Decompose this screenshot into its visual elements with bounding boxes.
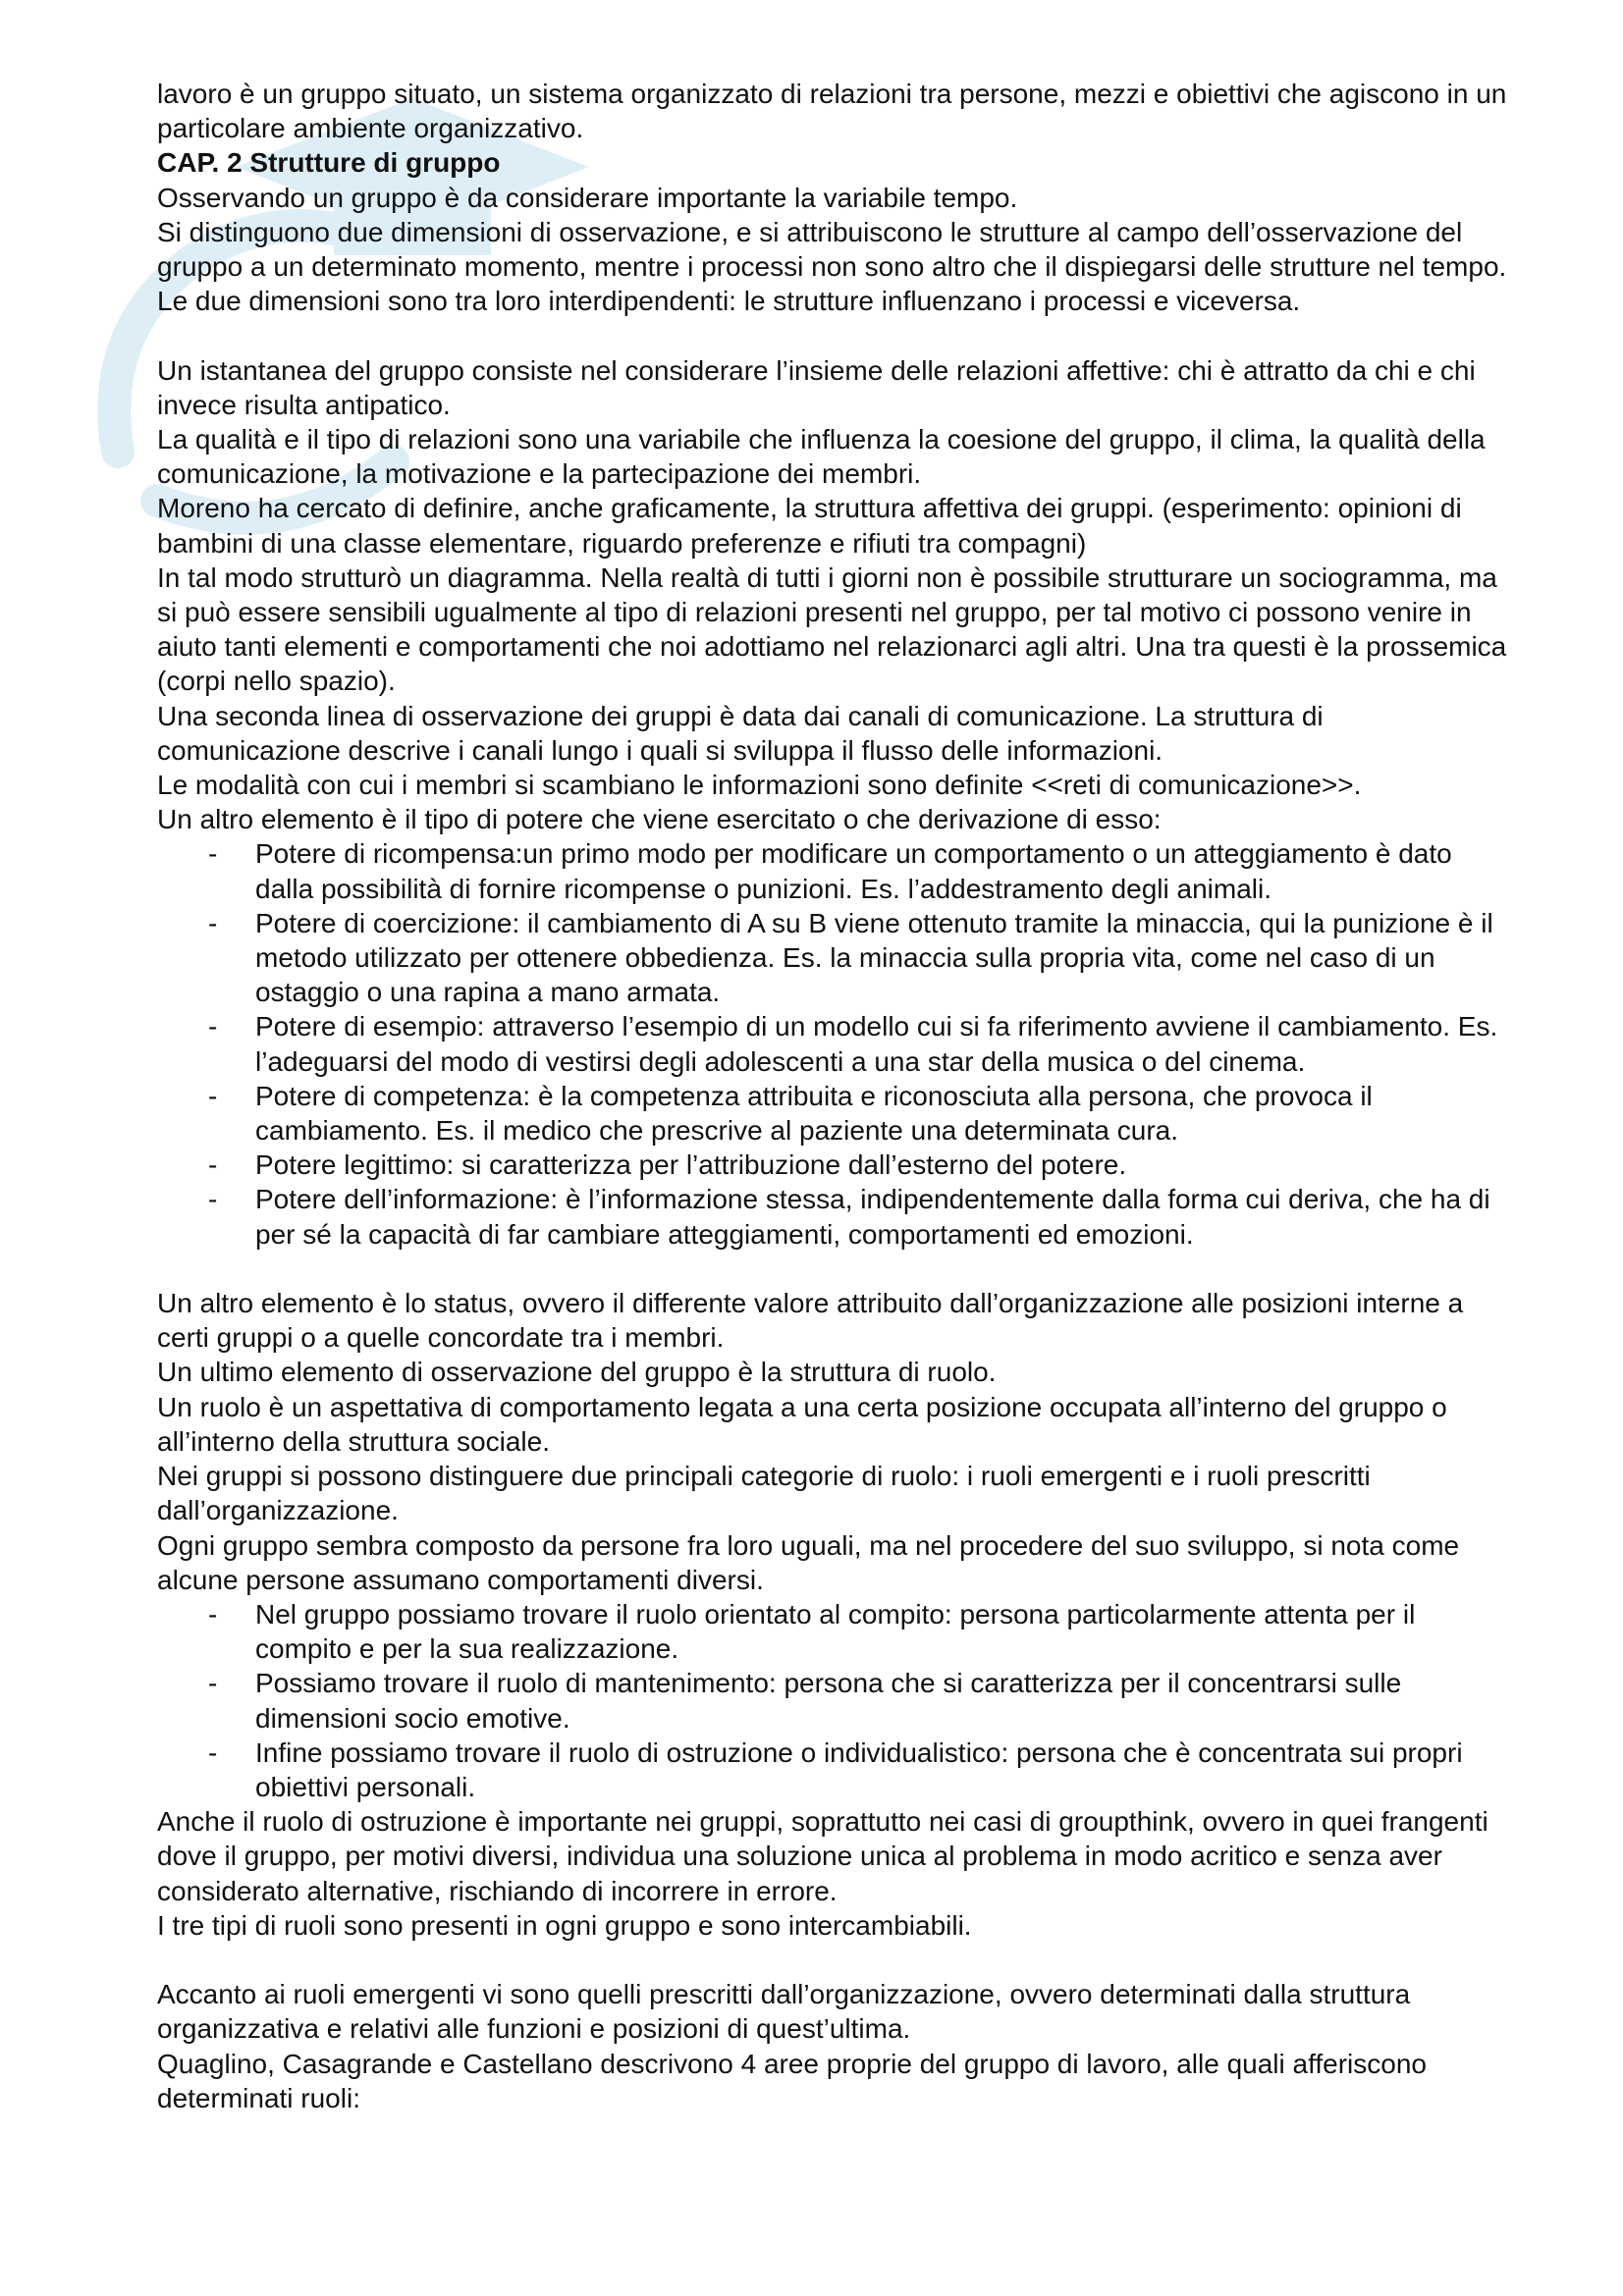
paragraph: Un ruolo è un aspettativa di comportamento legata a una certa posizione occupata all’interno del gruppo o all’interno della struttura sociale. [157,1391,1447,1457]
paragraph: Ogni gruppo sembra composto da persone fra loro uguali, ma nel procedere del suo sviluppo, si nota come alcune persone assumano comportamenti diversi. [157,1529,1460,1595]
blank-line [157,1252,1512,1286]
chapter-heading: CAP. 2 Strutture di gruppo [157,147,501,179]
paragraph: Osservando un gruppo è da considerare importante la variabile tempo. [157,182,1018,213]
list-item [157,1182,1512,1251]
paragraph: Le modalità con cui i membri si scambiano le informazioni sono definite <<reti di comunicazione>>. [157,770,1362,801]
list-item-text: Potere legittimo: si caratterizza per l’attribuzione dall’esterno del potere. [255,1149,1127,1181]
paragraph: La qualità e il tipo di relazioni sono una variabile che influenza la coesione del gruppo, il clima, la qualità della comunicazione, la motivazione e la partecipazione dei membri. [157,424,1486,490]
list-item [157,1666,1512,1735]
paragraph: Anche il ruolo di ostruzione è importante nei gruppi, soprattutto nei casi di groupthink, ovvero in quei frangenti dove il gruppo, per motivi diversi, individua una soluzione unica al problema in modo acritico e senza aver considerato alternative, rischiando di incorrere in errore. [157,1806,1488,1906]
list-item [157,1079,1512,1148]
paragraph: Un ultimo elemento di osservazione del gruppo è la struttura di ruolo. [157,1357,997,1388]
paragraph: Un altro elemento è lo status, ovvero il differente valore attribuito dall’organizzazione alle posizioni interne a certi gruppi o a quelle concordate tra i membri. [157,1288,1464,1354]
dash-bullet-icon: - [208,1011,218,1042]
dash-bullet-icon: - [208,1668,218,1699]
list-item-text: Potere dell’informazione: è l’informazione stessa, indipendentemente dalla forma cui deriva, che ha di per sé la capacità di far cambiare atteggiamenti, comportamenti ed emozioni. [255,1184,1490,1250]
list-item [157,1597,1512,1666]
dash-bullet-icon: - [208,838,218,870]
dash-bullet-icon: - [208,1149,218,1181]
paragraph: Una seconda linea di osservazione dei gruppi è data dai canali di comunicazione. La struttura di comunicazione descrive i canali lungo i quali si sviluppa il flusso delle informazioni. [157,700,1324,766]
document-page [157,77,1512,2115]
paragraph: In tal modo strutturò un diagramma. Nella realtà di tutti i giorni non è possibile strutturare un sociogramma, ma si può essere sensibili ugualmente al tipo di relazioni presenti nel gruppo, per tal motivo ci possono venire in aiuto tanti elementi e comportamenti che noi adottiamo nel relazionarci agli altri. Una tra questi è la prossemica (corpi nello spazio). [157,561,1507,697]
paragraph: Un altro elemento è il tipo di potere che viene esercitato o che derivazione di esso: [157,804,1162,835]
paragraph: Si distinguono due dimensioni di osservazione, e si attribuiscono le strutture al campo dell’osservazione del gruppo a un determinato momento, mentre i processi non sono altro che il dispiegarsi delle strutture nel tempo. Le due dimensioni sono tra loro interdipendenti: le strutture influenzano i processi e viceversa. [157,216,1507,317]
list-item-text: Potere di ricompensa:un primo modo per modificare un comportamento o un atteggiamento è dato dalla possibilità di fornire ricompense o punizioni. Es. l’addestramento degli animali. [255,838,1452,904]
dash-bullet-icon: - [208,1184,218,1215]
dash-list [157,836,1512,1251]
list-item [157,1148,1512,1182]
blank-line [157,1943,1512,1977]
paragraph: Quaglino, Casagrande e Castellano descrivono 4 aree proprie del gruppo di lavoro, alle quali afferiscono determinati ruoli: [157,2048,1427,2113]
list-item-text: Possiamo trovare il ruolo di mantenimento: persona che si caratterizza per il concentrarsi sulle dimensioni socio emotive. [255,1668,1402,1734]
blank-line [157,318,1512,352]
paragraph: I tre tipi di ruoli sono presenti in ogni gruppo e sono intercambiabili. [157,1909,972,1941]
dash-bullet-icon: - [208,1598,218,1629]
list-item [157,1009,1512,1078]
list-item-text: Potere di coercizione: il cambiamento di A su B viene ottenuto tramite la minaccia, qui la punizione è il metodo utilizzato per ottenere obbedienza. Es. la minaccia sulla propria vita, come nel caso di un ostaggio o una rapina a mano armata. [255,907,1493,1008]
dash-bullet-icon: - [208,1736,218,1768]
paragraph: lavoro è un gruppo situato, un sistema organizzato di relazioni tra persone, mezzi e obiettivi che agiscono in un particolare ambiente organizzativo. [157,79,1507,144]
dash-bullet-icon: - [208,907,218,938]
dash-bullet-icon: - [208,1080,218,1111]
list-item [157,836,1512,905]
list-item [157,1735,1512,1804]
list-item-text: Infine possiamo trovare il ruolo di ostruzione o individualistico: persona che è concentrata sui propri obiettivi personali. [255,1736,1463,1802]
paragraph: Moreno ha cercato di definire, anche graficamente, la struttura affettiva dei gruppi. (esperimento: opinioni di bambini di una classe elementare, riguardo preferenze e rifiuti tra compagni) [157,493,1462,559]
list-item [157,906,1512,1010]
list-item-text: Potere di esempio: attraverso l’esempio di un modello cui si fa riferimento avviene il cambiamento. Es. l’adeguarsi del modo di vestirsi degli adolescenti a una star della musica o del cinema. [255,1011,1498,1077]
paragraph: Accanto ai ruoli emergenti vi sono quelli prescritti dall’organizzazione, ovvero determinati dalla struttura organizzativa e relativi alle funzioni e posizioni di quest’ultima. [157,1979,1411,2045]
paragraph: Un istantanea del gruppo consiste nel considerare l’insieme delle relazioni affettive: chi è attratto da chi e chi invece risulta antipatico. [157,354,1476,420]
list-item-text: Nel gruppo possiamo trovare il ruolo orientato al compito: persona particolarmente attenta per il compito e per la sua realizzazione. [255,1598,1416,1665]
dash-list [157,1597,1512,1804]
list-item-text: Potere di competenza: è la competenza attribuita e riconosciuta alla persona, che provoca il cambiamento. Es. il medico che prescrive al paziente una determinata cura. [255,1080,1373,1147]
paragraph: Nei gruppi si possono distinguere due principali categorie di ruolo: i ruoli emergenti e i ruoli prescritti dall’organizzazione. [157,1461,1371,1526]
